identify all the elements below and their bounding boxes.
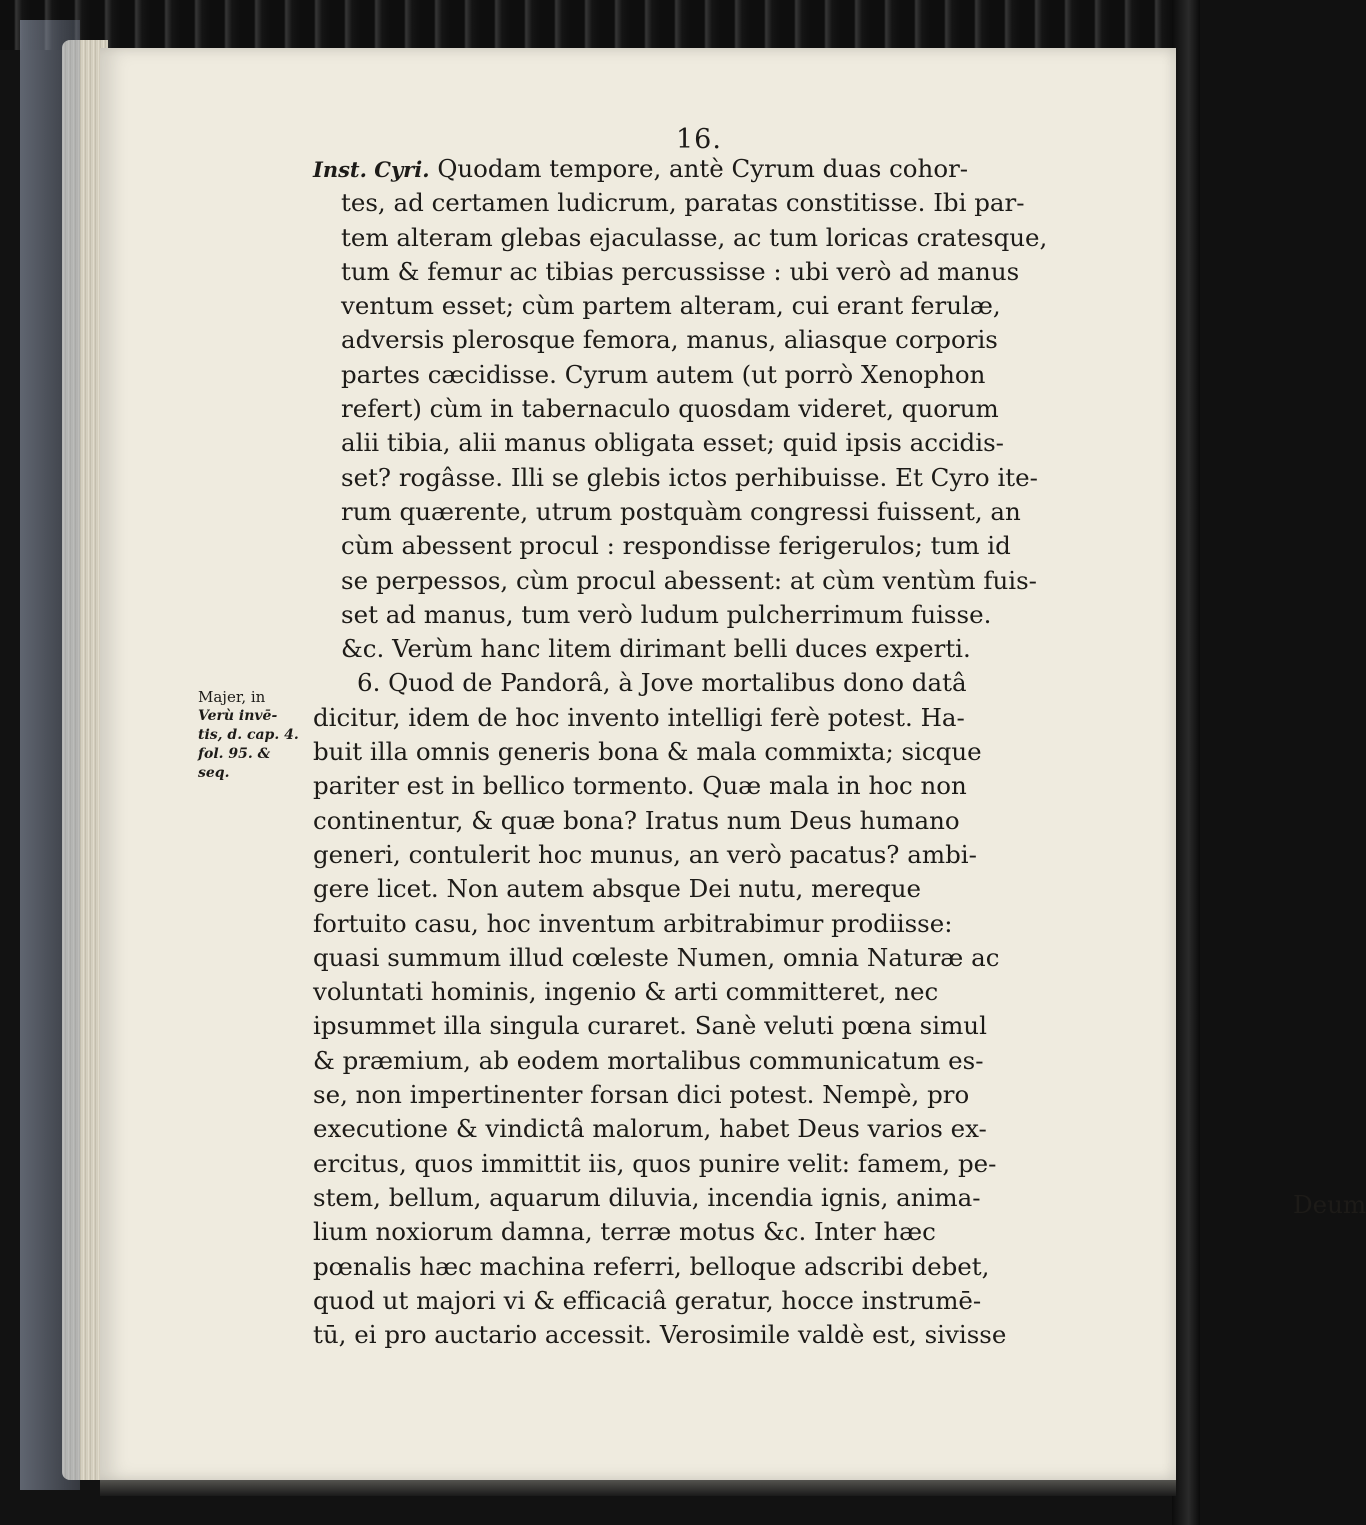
text-line: rum quærente, utrum postquàm congressi fuissent, an <box>341 496 1021 526</box>
text-line: pariter est in bellico tormento. Quæ mala in hoc non <box>313 771 967 801</box>
text-line: ventum esset; cùm partem alteram, cui erant ferulæ, <box>341 291 1001 321</box>
text-line: lium noxiorum damna, terræ motus &c. Inter hæc <box>313 1217 936 1247</box>
text-line: quasi summum illud cœleste Numen, omnia Naturæ ac <box>313 942 1000 972</box>
text-line: tem alteram glebas ejaculasse, ac tum loricas cratesque, <box>341 222 1048 252</box>
text-line: alii tibia, alii manus obligata esset; quid ipsis accidis- <box>341 428 1004 458</box>
scanner-top-strip <box>0 0 1200 50</box>
text-line: gere licet. Non autem absque Dei nutu, mereque <box>313 874 922 904</box>
text-line: partes cæcidisse. Cyrum autem (ut porrò Xenophon <box>341 359 986 389</box>
text-line: ercitus, quos immittit iis, quos punire velit: famem, pe- <box>313 1148 997 1178</box>
main-text-block <box>313 152 1366 1352</box>
text-line: adversis plerosque femora, manus, aliasque corporis <box>341 325 998 355</box>
text-line: ipsummet illa singula curaret. Sanè veluti pœna simul <box>313 1011 987 1041</box>
margin-note-line: Verù invē- <box>198 708 278 724</box>
text-line: refert) cùm in tabernaculo quosdam videret, quorum <box>341 394 999 424</box>
page-number: 16. <box>676 124 722 155</box>
text-line: voluntati hominis, ingenio & arti committeret, nec <box>313 977 939 1007</box>
text-line <box>313 152 1083 186</box>
text-line: cùm abessent procul : respondisse ferigerulos; tum id <box>341 531 1011 561</box>
text-line: executione & vindictâ malorum, habet Deus varios ex- <box>313 1114 987 1144</box>
text-line-rest: Quodam tempore, antè Cyrum duas cohor- <box>437 154 969 183</box>
text-line: set? rogâsse. Illi se glebis ictos perhibuisse. Et Cyro ite- <box>341 462 1038 492</box>
text-line: stem, bellum, aquarum diluvia, incendia ignis, anima- <box>313 1182 981 1212</box>
margin-note <box>198 688 310 783</box>
marginal-heading: Inst. Cyri. <box>313 157 430 182</box>
text-line: se perpessos, cùm procul abessent: at cùm ventùm fuis- <box>341 565 1037 595</box>
binding-edge <box>1172 0 1200 1525</box>
text-line: tum & femur ac tibias percussisse : ubi verò ad manus <box>341 256 1020 286</box>
text-line: generi, contulerit hoc munus, an verò pacatus? ambi- <box>313 839 977 869</box>
catchword: Deum <box>1293 1190 1366 1219</box>
text-line: &c. Verùm hanc litem dirimant belli duces experti. <box>341 634 971 664</box>
text-line: 6. Quod de Pandorâ, à Jove mortalibus dono datâ <box>357 668 967 698</box>
text-line: tū, ei pro auctario accessit. Verosimile valdè est, sivisse <box>313 1320 1007 1350</box>
margin-note-line: Majer, in <box>198 688 266 706</box>
margin-note-line: tis, d. cap. 4. <box>198 727 299 743</box>
text-line: tes, ad certamen ludicrum, paratas constitisse. Ibi par- <box>341 188 1025 218</box>
text-line: se, non impertinenter forsan dici potest. Nempè, pro <box>313 1080 970 1110</box>
margin-note-line: fol. 95. & <box>198 746 271 762</box>
text-line: buit illa omnis generis bona & mala commixta; sicque <box>313 737 982 767</box>
text-line: & præmium, ab eodem mortalibus communicatum es- <box>313 1045 984 1075</box>
text-line: fortuito casu, hoc inventum arbitrabimur prodiisse: <box>313 908 953 938</box>
margin-note-line: seq. <box>198 765 230 781</box>
text-line: continentur, & quæ bona? Iratus num Deus humano <box>313 805 960 835</box>
text-line: set ad manus, tum verò ludum pulcherrimum fuisse. <box>341 599 992 629</box>
text-line: pœnalis hæc machina referri, belloque adscribi debet, <box>313 1251 990 1281</box>
bottom-shadow <box>100 1478 1176 1496</box>
plastic-overlay <box>20 20 80 1490</box>
text-line: quod ut majori vi & efficaciâ geratur, hocce instrumē- <box>313 1285 982 1315</box>
text-line: dicitur, idem de hoc invento intelligi ferè potest. Ha- <box>313 702 965 732</box>
